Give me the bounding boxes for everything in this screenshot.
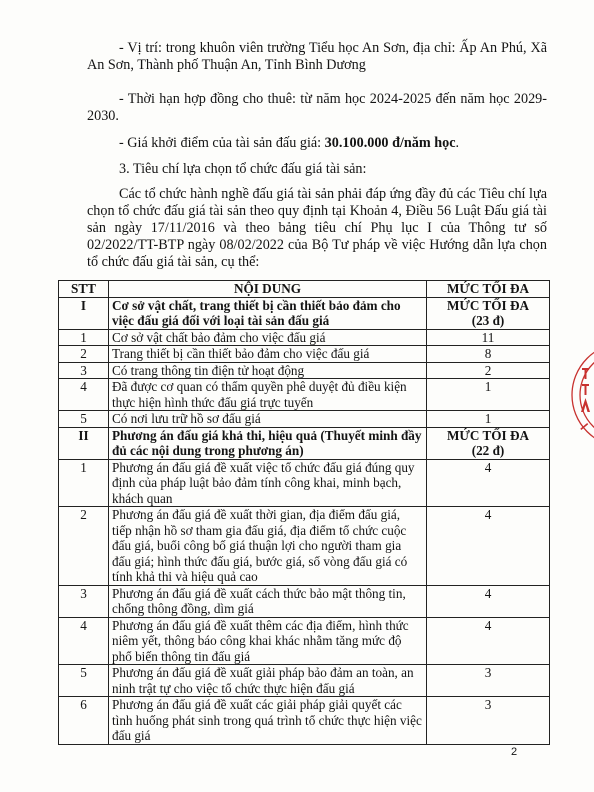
section-score-value: (22 đ) [471,443,505,458]
starting-price-suffix: . [455,135,460,151]
starting-price-value: 30.100.000 đ/năm học [324,135,456,151]
row-stt: 5 [59,665,109,697]
section-score [427,427,550,459]
row-content: Phương án đấu giá đề xuất cách thức bảo mật thông tin, chống thông đồng, dìm giá [109,585,427,617]
section-title: Phương án đấu giá khả thi, hiệu quả (Thuyết minh đầy đủ các nội dung trong phương án) [109,427,427,459]
header-score: MỨC TỐI ĐA [427,281,550,298]
starting-price-paragraph [119,135,549,152]
row-score: 3 [427,697,550,745]
page-number: 2 [511,746,518,758]
row-score: 4 [427,585,550,617]
row-stt: 3 [59,585,109,617]
row-stt: 2 [59,507,109,586]
row-score: 4 [427,507,550,586]
table-row [59,697,550,745]
criteria-table [58,280,550,745]
row-score: 3 [427,665,550,697]
row-stt: 1 [59,329,109,346]
row-score: 1 [427,411,550,428]
row-score: 4 [427,459,550,507]
row-content: Phương án đấu giá đề xuất thời gian, địa điểm đấu giá, tiếp nhận hồ sơ tham gia đấu giá, địa điểm tổ chức cuộc đấu giá, buổi công bố giá thuận lợi cho người tham gia đấu giá; hình thức đấu giá, bước giá, số vòng đấu giá có tính khả thi và hiệu quả cao [109,507,427,586]
table-row [59,507,550,586]
row-content: Có trang thông tin điện tử hoạt động [109,362,427,379]
table-header-row [59,281,550,298]
contract-term-paragraph: - Thời hạn hợp đồng cho thuê: từ năm học 2024-2025 đến năm học 2029-2030. [87,91,547,124]
row-stt: 5 [59,411,109,428]
row-stt: 4 [59,617,109,665]
starting-price-label: - Giá khởi điểm của tài sản đấu giá: [119,135,325,151]
row-score: 4 [427,617,550,665]
section-score [427,297,550,329]
stamp-rings [572,343,594,447]
row-stt: 2 [59,346,109,363]
section-score-label: MỨC TỐI ĐA [446,427,530,443]
header-stt: STT [59,281,109,298]
row-content: Phương án đấu giá đề xuất thêm các địa điểm, hình thức niêm yết, thông báo công khai khác nhằm tăng mức độ phổ biến thông tin đấu giá [109,617,427,665]
section-stt: II [59,427,109,459]
location-paragraph: - Vị trí: trong khuôn viên trường Tiểu học An Sơn, địa chỉ: Ấp An Phú, Xã An Sơn, Thành phố Thuận An, Tỉnh Bình Dương [87,40,547,73]
row-stt: 6 [59,697,109,745]
red-stamp-fragment [566,340,594,450]
criteria-heading: 3. Tiêu chí lựa chọn tổ chức đấu giá tài sản: [119,161,367,177]
table-row [59,329,550,346]
row-content: Phương án đấu giá đề xuất việc tổ chức đấu giá đúng quy định của pháp luật bảo đảm tính công khai, minh bạch, khách quan [109,459,427,507]
section-title: Cơ sở vật chất, trang thiết bị cần thiết bảo đảm cho việc đấu giá đối với loại tài sản đấu giá [109,297,427,329]
section-stt: I [59,297,109,329]
section-row [59,297,550,329]
table-row [59,379,550,411]
row-score: 1 [427,379,550,411]
table-row [59,665,550,697]
row-content: Có nơi lưu trữ hồ sơ đấu giá [109,411,427,428]
row-stt: 3 [59,362,109,379]
header-content: NỘI DUNG [109,281,427,298]
table-row [59,362,550,379]
table-body [59,297,550,744]
section-score-label: MỨC TỐI ĐA [446,297,530,313]
row-content: Trang thiết bị cần thiết bảo đảm cho việc đấu giá [109,346,427,363]
table-row [59,617,550,665]
row-score: 8 [427,346,550,363]
row-score: 2 [427,362,550,379]
section-row [59,427,550,459]
table-row [59,346,550,363]
row-stt: 4 [59,379,109,411]
row-score: 11 [427,329,550,346]
row-content: Phương án đấu giá đề xuất giải pháp bảo đảm an toàn, an ninh trật tự cho việc tổ chức thực hiện đấu giá [109,665,427,697]
row-content: Phương án đấu giá đề xuất các giải pháp giải quyết các tình huống phát sinh trong quá trình tổ chức thực hiện việc đấu giá [109,697,427,745]
row-stt: 1 [59,459,109,507]
row-content: Đã được cơ quan có thẩm quyền phê duyệt đủ điều kiện thực hiện hình thức đấu giá trực tuyến [109,379,427,411]
table-row [59,459,550,507]
row-content: Cơ sở vật chất bảo đảm cho việc đấu giá [109,329,427,346]
section-score-value: (23 đ) [471,313,505,328]
table-row [59,585,550,617]
table-row [59,411,550,428]
criteria-intro-paragraph: Các tổ chức hành nghề đấu giá tài sản phải đáp ứng đầy đủ các Tiêu chí lựa chọn tổ chức đấu giá tài sản theo quy định tại Khoản 4, Điều 56 Luật Đấu giá tài sản ngày 17/11/2016 và theo bảng tiêu chí Phụ lục I của Thông tư số 02/2022/TT-BTP ngày 08/02/2022 của Bộ Tư pháp về việc Hướng dẫn lựa chọn tổ chức đấu giá tài sản, cụ thể: [87,186,547,270]
